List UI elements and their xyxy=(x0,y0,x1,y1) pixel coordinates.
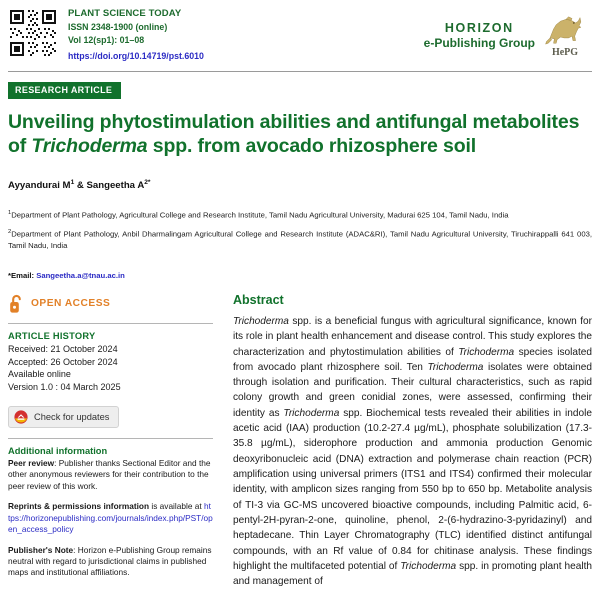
abstract-seg-4: spp. Biochemical tests revealed their abilities in indole acetic acid (IAA) production (10.2-27.4 µg/mL), phosphate solubilization (17.3-35.8 µg/mL), siderophore production and ammonia production Genomic deoxyribonucleic acid (DNA) extraction and polymerase chain reaction (PCR) amplification using universal primers (ITS1 and ITS4) confirmed their molecular identity, with amplicon sizes ranging from 550 bp to 650 bp. Metabolite analysis of TI-3 via GC-MS uncovered bioactive compounds, including Palmitic acid, 6-pentyl-2H-pyran-2-one, quinoline, phenol, 2-(6-hydrazino-3-pyridazinyl) and heptadecane. Thin Layer Chromatography (TLC) identified distinct antifungal compounds, with an Rf value of 0.84 for chitinase analysis. These findings highlight the multifaceted potential of xyxy=(233,407,592,573)
open-access-badge xyxy=(8,293,213,314)
affiliation-1 xyxy=(8,209,592,221)
author-two-affil-marker: 2* xyxy=(144,178,151,186)
corresponding-email xyxy=(8,271,592,280)
title-segment-1: Unveiling phytostimulation abilities and antifungal metabolites of xyxy=(8,110,580,158)
publisher-note-text: : Horizon e-Publishing Group remains neutral with regard to jurisdictional claims in published maps and institutional affiliations. xyxy=(8,544,212,578)
hepg-label: HePG xyxy=(551,47,579,58)
crossmark-icon xyxy=(14,410,28,424)
reprints-link[interactable]: https://horizonepublishing.com/journals/index.php/PST/open_access_policy xyxy=(8,501,213,535)
abstract-text xyxy=(233,314,592,590)
affiliation-2 xyxy=(8,228,592,252)
history-accepted: Accepted: 26 October 2024 xyxy=(8,356,118,367)
check-for-updates-label: Check for updates xyxy=(34,411,110,422)
author-separator: & Sangeetha A xyxy=(74,180,145,192)
affiliation-1-marker: 1 xyxy=(8,210,12,217)
peer-review-note xyxy=(8,458,213,492)
journal-issn: ISSN 2348-1900 (online) xyxy=(68,21,168,32)
abstract-italic-2: Trichoderma xyxy=(458,346,515,358)
author-one: Ayyandurai M xyxy=(8,180,71,192)
sidebar-divider-1 xyxy=(8,323,213,324)
abstract-italic-1: Trichoderma xyxy=(233,315,289,327)
doi-link[interactable]: https://doi.org/10.14719/pst.6010 xyxy=(68,51,204,62)
author-list xyxy=(8,179,592,191)
journal-info xyxy=(68,6,204,64)
email-label: *Email: xyxy=(8,270,37,280)
history-received: Received: 21 October 2024 xyxy=(8,343,118,354)
history-version: Version 1.0 : 04 March 2025 xyxy=(8,382,121,393)
article-type-wrap xyxy=(8,72,592,99)
abstract-section xyxy=(213,293,592,590)
unlock-icon xyxy=(8,293,25,314)
abstract-seg-2: species isolated from avocado plant rhizosphere soil. Ten xyxy=(233,346,593,373)
qr-code-icon[interactable] xyxy=(8,8,58,58)
publisher-note-label: Publisher's Note xyxy=(8,544,74,555)
reprints-text: is available at xyxy=(149,501,204,512)
author-one-affil-marker: 1 xyxy=(70,178,75,186)
open-access-label: OPEN ACCESS xyxy=(31,297,111,309)
title-segment-2: spp. from avocado rhizosphere soil xyxy=(147,135,476,158)
email-link[interactable]: Sangeetha.a@tnau.ac.in xyxy=(36,270,125,280)
peer-review-text: : Publisher thanks Sectional Editor and the other anonymous reviewers for their contribution to the peer review of this work. xyxy=(8,457,211,491)
abstract-italic-5: Trichoderma xyxy=(400,561,457,573)
publisher-note xyxy=(8,545,213,579)
abstract-seg-5: spp. in promoting plant health and management of xyxy=(233,561,593,588)
masthead xyxy=(8,0,592,68)
affiliation-1-text: Department of Plant Pathology, Agricultural College and Research Institute, Tamil Nadu Agricultural University, Madurai 625 104, Tamil Nadu, India xyxy=(11,210,509,220)
title-italic-genus: Trichoderma xyxy=(31,135,148,158)
research-article-badge: RESEARCH ARTICLE xyxy=(8,82,121,99)
history-available-online: Available online xyxy=(8,369,71,380)
peer-review-label: Peer review xyxy=(8,457,55,468)
abstract-italic-4: Trichoderma xyxy=(283,407,340,419)
publisher-subtitle: e-Publishing Group xyxy=(423,36,535,51)
additional-information-heading: Additional information xyxy=(8,445,108,456)
article-history-heading: ARTICLE HISTORY xyxy=(8,330,96,341)
content-columns xyxy=(8,293,592,590)
publisher-name: HORIZON xyxy=(444,20,514,35)
sidebar xyxy=(8,293,213,590)
journal-volume: Vol 12(sp1): 01–08 xyxy=(68,34,145,45)
affiliations xyxy=(8,209,592,252)
abstract-heading: Abstract xyxy=(233,292,284,307)
hepg-logo-icon xyxy=(542,15,588,57)
check-for-updates-button[interactable] xyxy=(8,406,119,428)
reprints-note xyxy=(8,501,213,535)
abstract-italic-3: Trichoderma xyxy=(427,361,484,373)
publisher-block xyxy=(424,6,592,57)
journal-name: PLANT SCIENCE TODAY xyxy=(68,8,182,19)
abstract-seg-3: isolates were obtained through isolation and purification. Their cultural characteristics, such as rapid colony growth and green conidial zones, were assessed, confirming their identity as xyxy=(233,361,592,419)
sidebar-divider-2 xyxy=(8,438,213,439)
page-title xyxy=(8,110,592,159)
reprints-label: Reprints & permissions information xyxy=(8,501,150,512)
affiliation-2-text: Department of Plant Pathology, Anbil Dharmalingam Agricultural College and Research Institute (ADAC&RI), Tamil Nadu Agricultural University, Tiruchirappalli 641 003, Tamil Nadu, India xyxy=(8,229,592,251)
abstract-seg-1: spp. is a beneficial fungus with agricultural significance, known for its role in plant health enhancement and disease control. This study explores the characterization and phytostimulation abilities of xyxy=(233,315,592,358)
affiliation-2-marker: 2 xyxy=(8,229,12,236)
